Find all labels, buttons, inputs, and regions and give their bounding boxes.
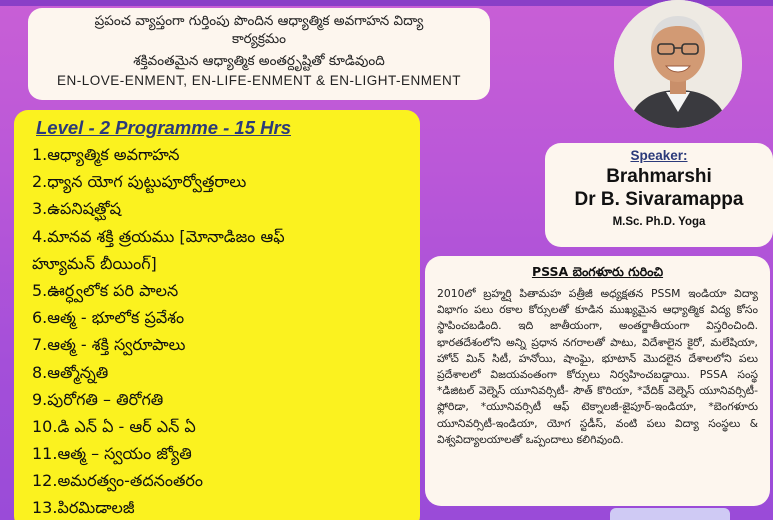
list-item: 11.ఆత్మ – స్వయం జ్యోతి [32, 444, 192, 464]
speaker-label: Speaker: [630, 148, 688, 163]
program-box [14, 110, 420, 520]
list-item: 8.ఆత్మోన్నతి [32, 362, 109, 382]
speaker-name-line-1: Brahmarshi [606, 166, 712, 187]
list-item: హ్యూమన్ బీయింగ్] [32, 253, 157, 273]
list-item: 7.ఆత్మ - శక్తి స్వరూపాలు [32, 335, 186, 355]
list-item: 5.ఊర్ధ్వలోక పరి పాలన [32, 280, 179, 300]
list-item: 9.పురోగతి – తిరోగతి [32, 389, 164, 409]
list-item: 10.డి ఎన్ ఏ - ఆర్ ఎన్ ఏ [32, 416, 196, 436]
about-card [425, 256, 770, 506]
intro-line-3: శక్తివంతమైన ఆధ్యాత్మిక అంతర్దృష్టితో కూడివుంది [133, 53, 385, 69]
about-text: 2010లో బ్రహ్మర్షి పితామహ పత్రీజీ అధ్యక్షతన PSSM ఇండియా విద్యా విభాగం పలు రకాల కోర్సులతో కూడిన ముఖ్యమైన ఆధ్యాత్మిక విద్య కోసం స్థాపించబడింది. ఇది జాతీయంగా, అంతర్జాతీయంగా విస్తరించింది. భారతదేశంలోని అన్ని ప్రధాన నగరాలతో పాటు, విదేశాలైన కైరో, మలేషియా, హోచ్ మిన్ సిటీ, హనోయి, షాంఘై, భూటాన్ మొదలైన దేశాలలోని పలు ప్రదేశాలలో విజయవంతంగా కోర్సులు నిర్వహించబడ్డాయి. PSSA సంస్థ *డిజిటల్ వెల్నెస్ యూనివర్సిటీ- సౌత్ కొరియా, *వేదిక్ వెల్నెస్ యూనివర్సిటీ- ఫ్లోరిడా, *యూనివర్సిటీ ఆఫ్ టెక్నాలజీ-జైపూర్-ఇండియా, *బెంగళూరు యూనివర్సిటీ-ఇండియా, యోగ స్టడీస్, వంటి పలు విద్యా సంస్థలు & విశ్వవిద్యాలయాలతో ఒప్పందాలు కలిగివుంది. [437, 287, 758, 446]
intro-line-2: కార్యక్రమం [231, 31, 287, 47]
bottom-accent [610, 508, 730, 520]
intro-line-4: EN-LOVE-ENMENT, EN-LIFE-ENMENT & EN-LIGHT-ENMENT [56, 73, 462, 88]
program-title: Level - 2 Programme - 15 Hrs [36, 117, 291, 138]
list-item: 13.పిరమిడాలజీ [32, 498, 135, 518]
list-item: 1.ఆధ్యాత్మిక అవగాహన [32, 145, 180, 164]
speaker-portrait-icon [614, 0, 742, 128]
speaker-card [545, 143, 773, 247]
speaker-name-line-2: Dr B. Sivaramappa [574, 189, 744, 210]
list-item: 12.అమరత్వం-తదనంతరం [32, 471, 204, 491]
list-item: 4.మానవ శక్తి త్రయము [మోనాడిజం ఆఫ్ [32, 226, 285, 246]
speaker-portrait [614, 0, 742, 128]
list-item: 6.ఆత్మ - భూలోక ప్రవేశం [32, 308, 185, 328]
about-title: PSSA బెంగళూరు గురించి [531, 264, 664, 279]
speaker-qualifications: M.Sc. Ph.D. Yoga [612, 216, 706, 228]
intro-line-1: ప్రపంచ వ్యాప్తంగా గుర్తింపు పొందిన ఆధ్యాత్మిక అవగాహన విద్యా [94, 13, 424, 29]
intro-box [28, 8, 490, 100]
list-item: 3.ఉపనిషత్ఘోష [32, 199, 122, 219]
program-list [32, 141, 420, 520]
list-item: 2.ధ్యాన యోగ పుట్టుపూర్వోత్తరాలు [32, 172, 247, 192]
